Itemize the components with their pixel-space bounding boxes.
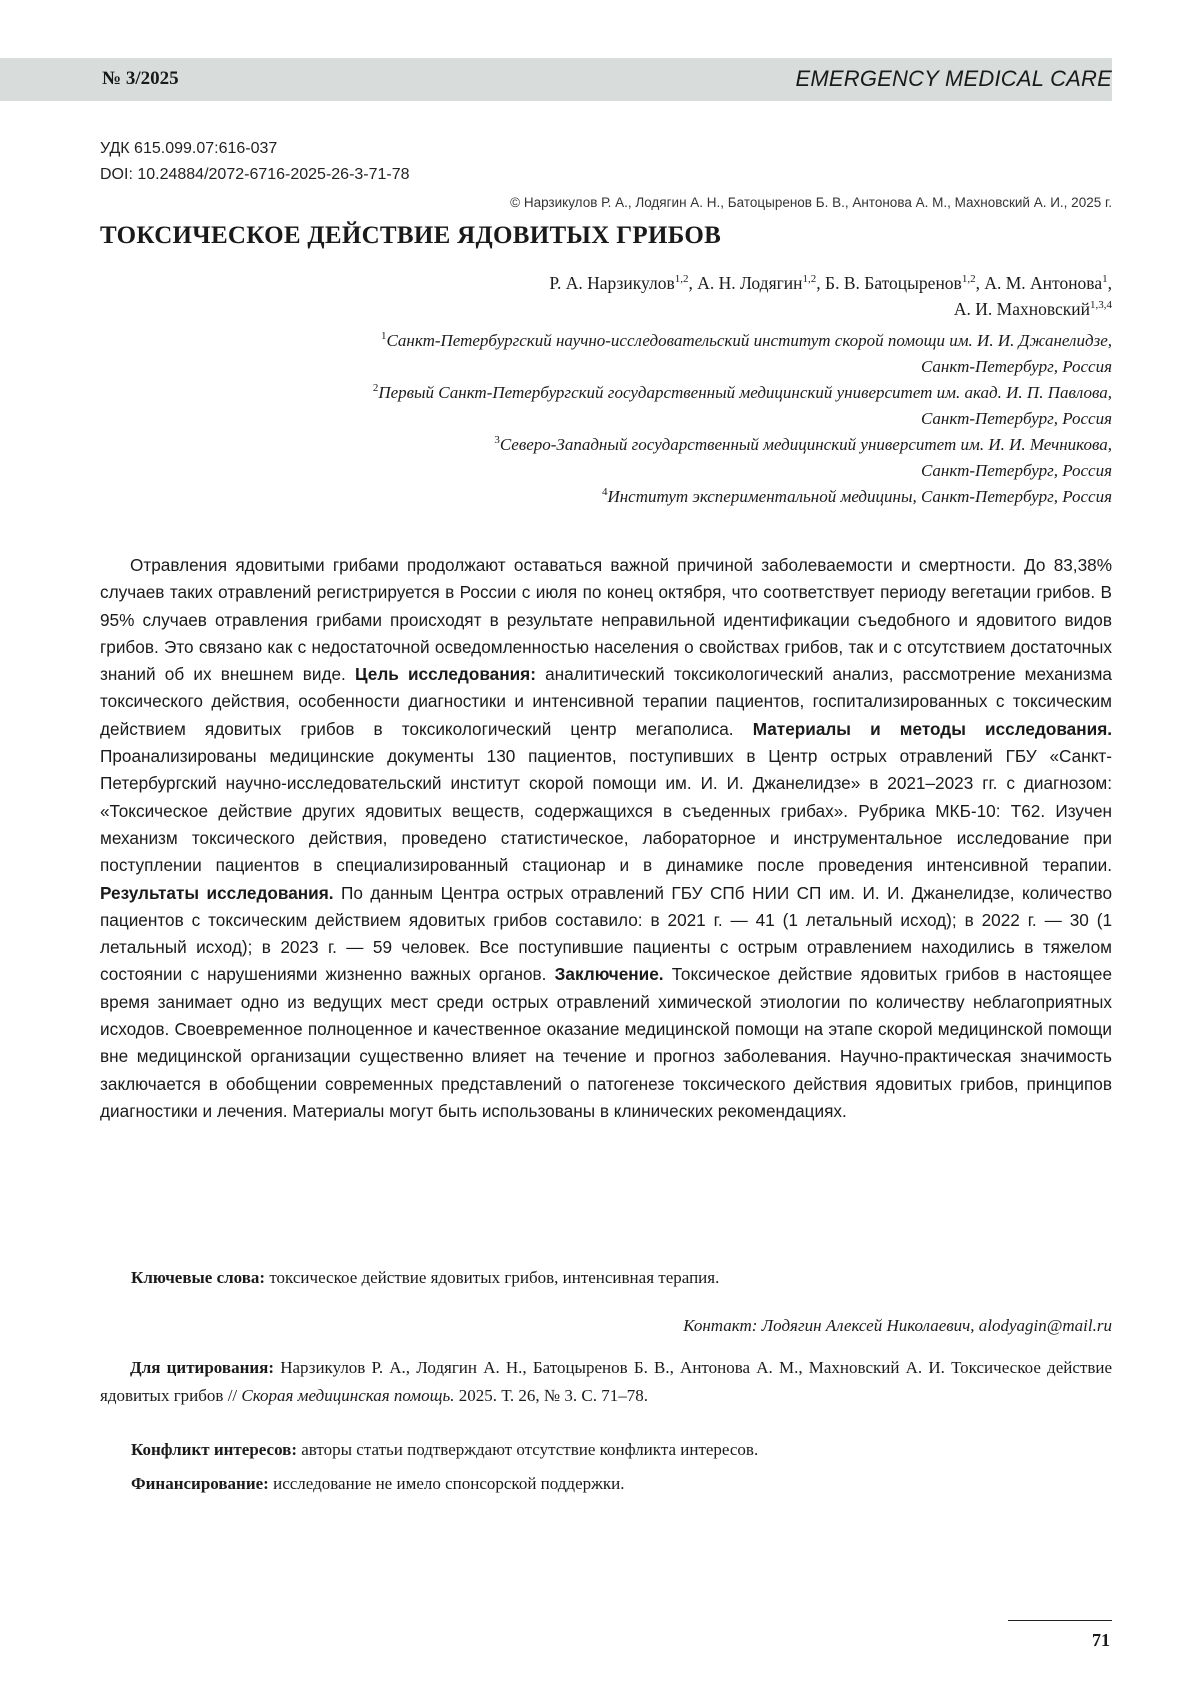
keywords: Ключевые слова: токсическое действие ядовитых грибов, интенсивная терапия. — [131, 1268, 720, 1287]
issue-number: № 3/2025 — [102, 68, 179, 89]
aim-label: Цель исследования: — [355, 664, 536, 685]
footer-rule — [1008, 1620, 1112, 1621]
author: А. И. Махновский$^{1,3,4}$ — [953, 299, 1112, 319]
affiliations — [102, 328, 1112, 510]
page-number: 71 — [1092, 1630, 1110, 1650]
affiliation: $^4$Институт экспериментальной медицины, Санкт-Петербург, Россия — [601, 486, 1112, 506]
journal-name: EMERGENCY MEDICAL CARE — [795, 66, 1112, 91]
abstract: Отравления ядовитыми грибами продолжают оставаться важной причиной заболеваемости и смертности. До 83,38% случаев таких отравлений регистрируется в России с июля по конец октября, что соответствует периоду вегетации грибов. В 95% случаев отравления грибами происходят в результате неправильной идентификации съедобного и ядовитого видов грибов. Это связано как с недостаточной осведомленностью населения о свойствах грибов, так и с отсутствием достаточных знаний об их внешнем виде. Цель исследования: аналитический токсикологический анализ, рассмотрение механизма токсического действия, особенности диагностики и интенсивной терапии пациентов, госпитализированных с токсическим действием ядовитых грибов в токсикологический центр мегаполиса. Материалы и методы исследования. Проанализированы медицинские документы 130 пациентов, поступивших в Центр острых отравлений ГБУ «Санкт-Петербургский научно-исследовательский институт скорой помощи им. И. И. Джанелидзе» в 2021–2023 гг. с диагнозом: «Токсическое действие других ядовитых веществ, содержащихся в съеденных грибах». Рубрика МКБ-10: Т62. Изучен механизм токсического действия, проведено статистическое, лабораторное и инструментальное исследование при поступлении пациентов в специализированный стационар и в динамике после проведения интенсивной терапии. Результаты исследования. По данным Центра острых отравлений ГБУ СПб НИИ СП им. И. И. Джанелидзе, количество пациентов с токсическим действием ядовитых грибов составило: в 2021 г. — 41 (1 летальный исход); в 2022 г. — 30 (1 летальный исход); в 2023 г. — 59 человек. Все поступившие пациенты с острым отравлением находились в тяжелом состоянии с нарушениями жизненно важных органов. Заключение. Токсическое действие ядовитых грибов в настоящее время занимает одно из ведущих мест среди острых отравлений химической этиологии по количеству неблагоприятных исходов. Своевременное полноценное и качественное оказание медицинской помощи на этапе скорой медицинской помощи вне медицинской организации существенно влияет на течение и прогноз заболевания. Научно-практическая значимость заключается в обобщении современных представлений о патогенезе токсического действия ядовитых грибов, принципов диагностики и лечения. Материалы могут быть использованы в клинических рекомендациях. — [100, 555, 1113, 1121]
results-label: Результаты исследования. — [100, 882, 334, 903]
copyright: © Нарзикулов Р. А., Лодягин А. Н., Батоцыренов Б. В., Антонова А. М., Махновский А. И., 2025 г. — [510, 195, 1112, 210]
authors-list — [212, 270, 1112, 322]
doi[interactable]: DOI: 10.24884/2072-6716-2025-26-3-71-78 — [100, 166, 410, 183]
conflict-of-interest: Конфликт интересов: авторы статьи подтверждают отсутствие конфликта интересов. — [131, 1440, 759, 1459]
affiliation: $^2$Первый Санкт-Петербургский государственный медицинский университет им. акад. И. П. Павлова, Санкт-Петербург, Россия — [372, 382, 1112, 428]
citation: Для цитирования: Нарзикулов Р. А., Лодягин А. Н., Батоцыренов Б. В., Антонова А. М., Махновский А. И. Токсическое действие ядовитых грибов // Скорая медицинская помощь. 2025. Т. 26, № 3. С. 71–78. — [100, 1358, 1112, 1405]
article-title: ТОКСИЧЕСКОЕ ДЕЙСТВИЕ ЯДОВИТЫХ ГРИБОВ — [100, 222, 722, 249]
affiliation: $^1$Санкт-Петербургский научно-исследовательский институт скорой помощи им. И. И. Джанелидзе, Санкт-Петербург, Россия — [380, 330, 1112, 376]
methods-label: Материалы и методы исследования. — [752, 718, 1112, 739]
author: Р. А. Нарзикулов$^{1,2}$, — [549, 273, 698, 293]
funding: Финансирование: исследование не имело спонсорской поддержки. — [131, 1474, 625, 1493]
contact[interactable]: Контакт: Лодягин Алексей Николаевич, alodyagin@mail.ru — [683, 1316, 1112, 1335]
author: Б. В. Батоцыренов$^{1,2}$, — [825, 273, 985, 293]
conclusion-label: Заключение. — [554, 964, 664, 985]
author: А. Н. Лодягин$^{1,2}$, — [697, 273, 826, 293]
author: А. М. Антонова$^1$, — [984, 273, 1112, 293]
udk-code: УДК 615.099.07:616-037 — [100, 140, 278, 157]
affiliation: $^3$Северо-Западный государственный медицинский университет им. И. И. Мечникова, Санкт-Петербург, Россия — [494, 434, 1112, 480]
